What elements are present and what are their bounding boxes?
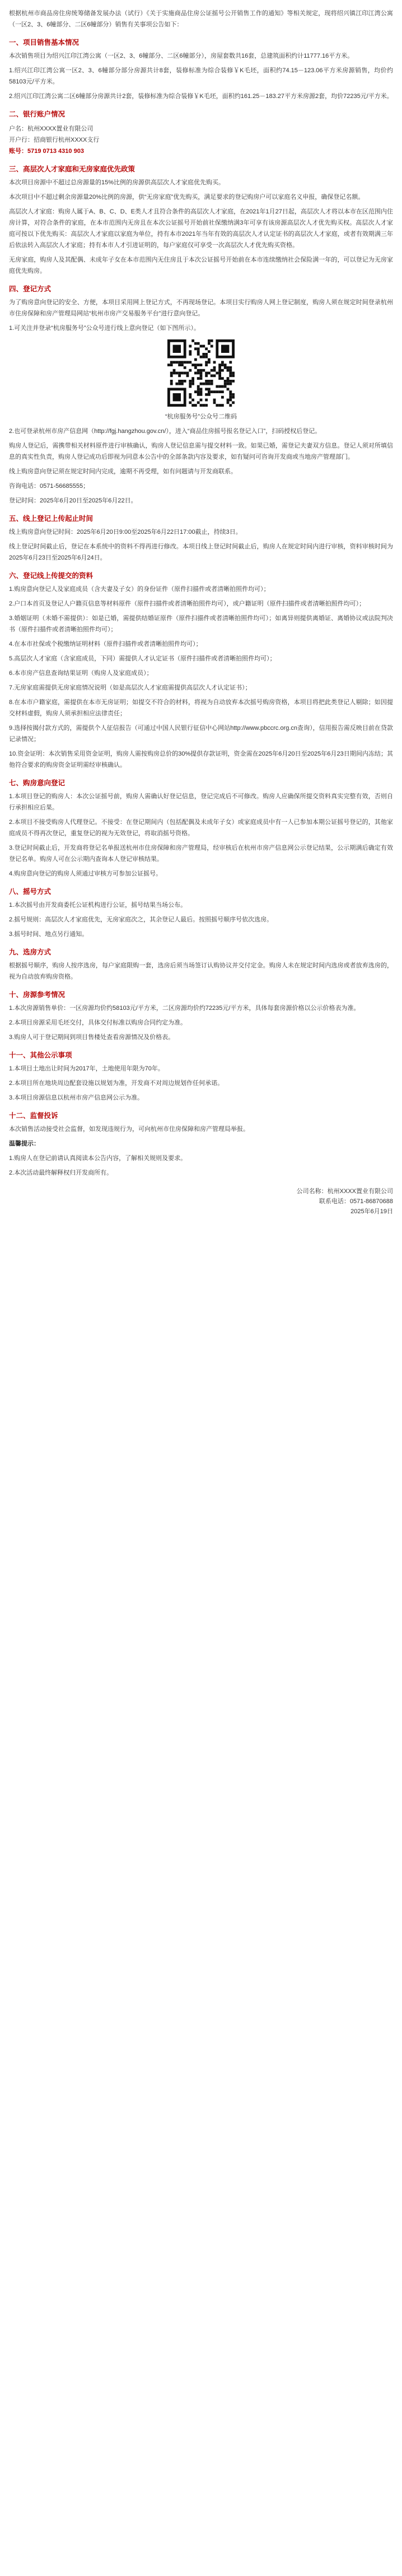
section-5-p2: 线上登记时间截止后，登记在本系统中的资料不得再进行修改。本项目线上登记时间截止后，购房人在规定时间内进行审核，资料审核时间为2025年6月23日至2025年6月24日。: [9, 543, 393, 561]
section-7-p1: 1.本项目登记的购房人：本次公证摇号前，购房人需确认好登记信息，登记完成后不可修改。购房人应确保所提交资料真实完整有效，否则自行承担相应后果。: [9, 793, 393, 811]
section-11-p3: 3.本项目房源信息以杭州市房产信息网公示为准。: [9, 1094, 144, 1101]
section-3-p1: 本次项目房源中不超过总房源量的15%比例的房源供高层次人才家庭优先购买。: [9, 179, 225, 186]
intro-paragraph: 根据杭州市商品房住房统筹储备发展办法（试行）《关于实施商品住房公证摇号公开销售工作的通知》等相关规定，现将绍兴镇江印江湾公寓（一区2、3、6幢部分、二区6幢部分）销售有关事项公告如下：: [9, 10, 393, 28]
section-9-p1: 根据摇号顺序，购房人按序选房，每户家庭限购一套，选房后须当场签订认购协议并交付定金。购房人未在规定时间内选房或者放弃选房的，视为自动放弃购房资格。: [9, 962, 393, 980]
section-11-p1: 1.本项目土地出让时间为2017年，土地使用年限为70年。: [9, 1065, 164, 1072]
warm-tips-title: 温馨提示：: [9, 1140, 40, 1147]
bank-account-number: 账号：5719 0713 4310 903: [9, 148, 84, 155]
section-6-item-7: 7.无房家庭需提供无房家庭情况说明（如是高层次人才家庭需提供高层次人才认定证书）；: [9, 684, 251, 691]
section-4-period: 登记时间：2025年6月20日至2025年6月22日。: [9, 497, 137, 504]
section-6-title: 六、登记线上传提交的资料: [9, 572, 94, 580]
section-10-p3: 3.购房人可于登记期间到项目售楼处查看房源情况及价格表。: [9, 1034, 175, 1041]
section-1-p3: 2.绍兴江印江湾公寓二区6幢部分房源共计2套，装修标准为综合装修￥K毛坯，面积约161.25－183.27平方米房源2套，均价72235元/平方米。: [9, 93, 393, 100]
section-2-title: 二、银行账户情况: [9, 110, 66, 118]
section-5-p1: 线上购房意向登记时间：2025年6月20日9:00至2025年6月22日17:00截止，持续3日。: [9, 529, 242, 535]
section-7-p2: 2.本项目不接受购房人代理登记。不接受：在登记期间内（包括配偶及未成年子女）或家庭成员中有一人已参加本期公证摇号登记的，其他家庭成员不得再次登记，重复登记的视为无效登记，将取消摇号资格。: [9, 819, 393, 837]
section-10-p1: 1.本次房源销售单价：一区房源均价约58103元/平方米，二区房源均价约72235元/平方米，具体每套房源价格以公示价格表为准。: [9, 1005, 360, 1012]
section-8-p1: 1.本次摇号由开发商委托公证机构进行公证，摇号结果当场公布。: [9, 902, 187, 909]
bank-account-name: 户名：杭州XXXX置业有限公司: [9, 125, 94, 132]
section-4-p1: 为了购房意向登记的安全、方便，本项目采用网上登记方式，不再现场登记。本项目实行购房人网上登记制度，购房人须在规定时间登录杭州市住房保障和房产管理局网站“杭州市房产交易服务平台”进行意向登记。: [9, 299, 393, 317]
section-4-p4: 购房人登记后，需携带相关材料原件进行审核确认，购房人登记信息需与提交材料一致。如果已婚，需登记夫妻双方信息。登记人须对所填信息的真实性负责，购房人登记成功后即视为同意本公告中的全部条款内容及要求，如有疑问可咨询开发商或当地房产管理部门。: [9, 442, 393, 460]
announcement-document: [0, 0, 402, 1230]
qr-code-caption: “杭房服务号”公众号二维码: [165, 413, 237, 420]
section-6-item-10: 10.资金证明：本次销售采用资金证明，购房人需按购房总价的30%提供存款证明，资金需在2025年6月20日至2025年6月23日期间内冻结；其他符合要求的购房资金证明需经审核确认。: [9, 751, 393, 768]
section-12-title: 十二、监督投诉: [9, 1112, 58, 1120]
section-6-item-5: 5.高层次人才家庭（含家庭成员，下同）需提供人才认定证书（原件扫描件或者清晰拍照件均可）；: [9, 655, 276, 662]
section-9-title: 九、选房方式: [9, 948, 52, 956]
section-6-item-1: 1.购房意向登记人及家庭成员（含夫妻及子女）的身份证件（原件扫描件或者清晰拍照件均可）；: [9, 586, 270, 593]
section-6-item-6: 6.本市房产信息查询结果证明（购房人及家庭成员）；: [9, 670, 153, 677]
section-11-p2: 2.本项目所在地块周边配套设施以规划为准，开发商不对周边规划作任何承诺。: [9, 1080, 224, 1087]
warm-tip-1: 1.购房人在登记前请认真阅读本公告内容，了解相关规则及要求。: [9, 1155, 187, 1162]
section-8-p3: 3.摇号时间、地点另行通知。: [9, 931, 88, 938]
section-4-p5: 线上购房意向登记须在规定时间内完成，逾期不再受理，如有问题请与开发商联系。: [9, 468, 237, 475]
bank-branch: 开户行：招商银行杭州XXXX支行: [9, 137, 100, 143]
section-6-item-3: 3.婚姻证明（未婚不需提供）：如是已婚，需提供结婚证原件（原件扫描件或者清晰拍照件均可）；如离异则提供离婚证、离婚协议或法院判决书（原件扫描件或者清晰拍照件均可）；: [9, 615, 393, 633]
section-1-p1: 本次销售项目为绍兴江印江湾公寓（一区2、3、6幢部分、二区6幢部分），房屋套数共16套，总建筑面积约计11777.16平方米。: [9, 53, 354, 59]
section-8-title: 八、摇号方式: [9, 888, 52, 896]
section-4-phone: 咨询电话：0571-56685555；: [9, 483, 90, 490]
section-4-p3: 2.也可登录杭州市房产信息网（http://fgj.hangzhou.gov.cn/），进入“商品住房摇号报名登记入口”，扫码授权后登记。: [9, 428, 321, 435]
section-1-title: 一、项目销售基本情况: [9, 39, 80, 46]
section-3-p3: 高层次人才家庭：购房人属于A、B、C、D、E类人才且符合条件的高层次人才家庭，在2021年1月27日起，高层次人才将以本市在区范围内住房计算，对符合条件的家庭，在本市范围内无房且在本次公证摇号开始前社保缴纳满3年可享有该房源高层次人才优先购买权。高层次人才家庭可按以下优先购买：高层次人才家庭以家庭为单位，持有本市2021年当年有效的高层次人才认定证书的高层次人才家庭，或者有效期满三年后依法转入高层次人才家庭；持有本市人才引进证明的，每户家庭仅可享受一次高层次人才优先购买资格。: [9, 208, 393, 249]
section-7-title: 七、购房意向登记: [9, 779, 66, 787]
section-10-p2: 2.本项目房源采用毛坯交付，具体交付标准以购房合同约定为准。: [9, 1019, 187, 1026]
section-12-p1: 本次销售活动接受社会监督，如发现违规行为，可向杭州市住房保障和房产管理局举报。: [9, 1126, 249, 1133]
section-7-p3: 3.登记时间截止后，开发商将登记名单报送杭州市住房保障和房产管理局，经审核后在杭州市房产信息网公示登记结果，公示期满后确定有效登记名单。购房人可在公示期内查询本人登记审核结果。: [9, 845, 393, 863]
signature-phone: 联系电话：0571-86870688: [319, 1198, 393, 1205]
signature-block: [9, 1186, 393, 1217]
bank-account-info: [9, 123, 393, 157]
section-6-item-9: 9.选择按揭付款方式的，需提供个人征信报告（可通过中国人民银行征信中心网站http://www.pbccrc.org.cn查询），信用报告需反映目前在贷款记录情况；: [9, 725, 393, 743]
section-3-p4: 无房家庭，购房人及其配偶、未成年子女在本市范围内无住房且于本次公证摇号开始前在本市连续缴纳社会保险满一年的，可以登记为无房家庭优先购房。: [9, 257, 393, 274]
section-10-title: 十、房源参考情况: [9, 991, 66, 999]
section-6-item-8: 8.在本市户籍家庭，需提供在本市无房证明；如提交不符合的材料，将视为自动放弃本次摇号购房资格，本项目将把此类登记人剔除；如因提交材料虚假，购房人须承担相应法律责任；: [9, 699, 393, 717]
section-7-p4: 4.购房意向登记的购房人须通过审核方可参加公证摇号。: [9, 870, 162, 877]
section-1-p2: 1.绍兴江印江湾公寓一区2、3、6幢部分部分房源共计8套，装修标准为综合装修￥K毛坯，面积约74.15－123.06平方米房源销售，均价约58103元/平方米。: [9, 67, 393, 85]
section-6-item-2: 2.户口本首页及登记人户籍页信息等材料原件（原件扫描件或者清晰拍照件均可），或户籍证明（原件扫描件或者清晰拍照件均可）；: [9, 600, 366, 607]
section-4-p2: 1.可关注并登录“杭房服务号”公众号进行线上意向登记（如下图所示）。: [9, 325, 200, 332]
section-3-title: 三、高层次人才家庭和无房家庭优先政策: [9, 165, 135, 173]
section-11-title: 十一、其他公示事项: [9, 1051, 72, 1059]
section-6-item-4: 4.在本市社保或个税缴纳证明材料（原件扫描件或者清晰拍照件均可）；: [9, 641, 202, 648]
section-8-p2: 2.摇号规则：高层次人才家庭优先，无房家庭次之，其余登记人最后。按照摇号顺序号依次选房。: [9, 916, 273, 923]
qr-code-container: [9, 339, 393, 407]
section-5-title: 五、线上登记上传起止时间: [9, 515, 94, 523]
signature-date: 2025年6月19日: [350, 1208, 393, 1215]
section-3-p2: 本次项目中不超过剩余房源量20%比例的房源，供“无房家庭”优先购买，满足要求的登记购房户可以家庭名义申报，确保登记名额。: [9, 194, 364, 201]
qr-code-image[interactable]: [167, 339, 235, 407]
signature-company: 公司名称：杭州XXXX置业有限公司: [296, 1188, 393, 1195]
section-4-title: 四、登记方式: [9, 285, 52, 293]
warm-tip-2: 2.本次活动最终解释权归开发商所有。: [9, 1170, 113, 1176]
